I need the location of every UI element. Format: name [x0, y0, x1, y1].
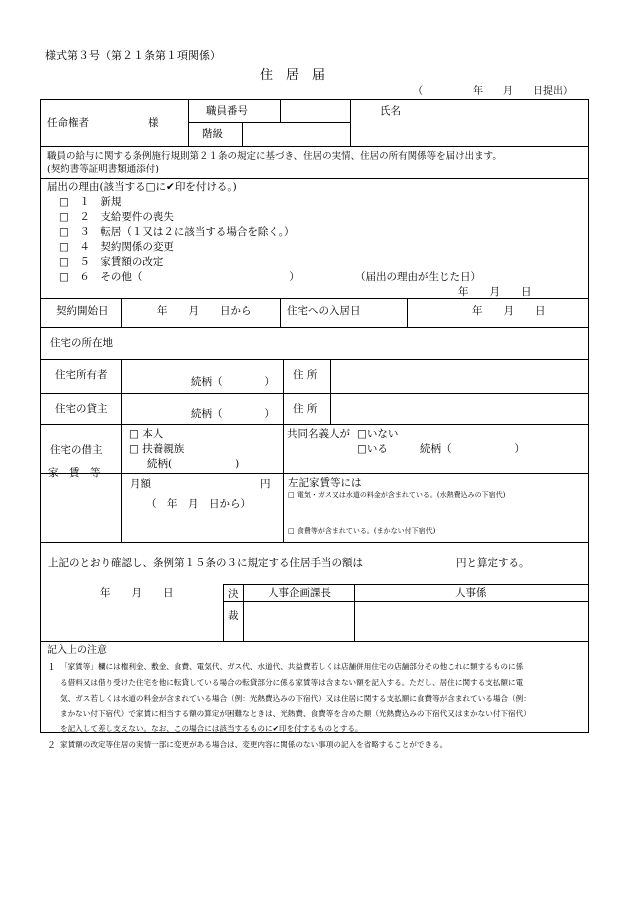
reason-occurred-label: （届出の理由が生じた日） — [355, 271, 481, 283]
notice-attachment: (契約書等証明書類通添付) — [47, 164, 159, 175]
rent-date-from[interactable]: （ 年 月 日から） — [146, 498, 251, 510]
owner-relation[interactable]: 続柄（ ） — [191, 376, 275, 388]
divider — [283, 359, 284, 542]
note-number: ２ — [47, 741, 57, 751]
divider — [223, 584, 589, 585]
divider — [40, 298, 589, 299]
reason-occurred-date[interactable]: 年 月 日 — [458, 286, 532, 298]
grade-label: 階級 — [202, 128, 223, 140]
note-line: 家賃額の改定等住居の実情一部に変更がある場合は、変更内容に関係のない事項の記入を省略することができる。 — [60, 740, 448, 749]
borrower-dependent-checkbox[interactable]: □ 扶養親族 — [129, 443, 185, 455]
lender-address-label: 住 所 — [293, 403, 318, 415]
co-owner-relation[interactable]: 続柄（ ） — [420, 443, 525, 455]
divider — [121, 298, 122, 327]
rent-included-header: 左記家賃等には — [288, 477, 362, 489]
confirm-text-suffix: 円と算定する。 — [456, 557, 530, 569]
personnel-section-stamp[interactable] — [355, 602, 588, 640]
move-in-value[interactable]: 年 月 日 — [472, 305, 546, 317]
co-owner-none-checkbox[interactable]: □いない — [357, 428, 399, 440]
utilities-checkbox[interactable]: □ 電気・ガス又は水道の料金が含まれている。(水熱費込みの下宿代) — [288, 491, 506, 499]
note-line: まかない付下宿代）で家賃に相当する額の算定が困難なときは、光熱費、食費等を含めた額（光熱費込みの下宿代又はまかない付下宿代） — [60, 709, 531, 718]
move-in-label: 住宅への入居日 — [287, 305, 361, 317]
note-line: 「家賃等」欄には権利金、敷金、食費、電気代、ガス代、水道代、共益費若しくは店舗併用住宅の店舗部分その他これに類するものに係 — [60, 662, 524, 671]
lender-relation[interactable]: 続柄（ ） — [191, 408, 275, 420]
lender-label: 住宅の貸主 — [55, 403, 108, 415]
owner-address-field[interactable] — [331, 360, 588, 392]
borrower-relation[interactable]: 続柄( ) — [147, 458, 240, 470]
co-owner-label: 共同名義人が — [287, 428, 350, 440]
name-label: 氏名 — [380, 105, 401, 117]
staff-number-field[interactable] — [281, 100, 349, 121]
decision-label: 裁 — [228, 610, 239, 622]
note-line: を記入して差し支えない。なお、この場合には該当するものに✔印を付するものとする。 — [60, 724, 363, 733]
divider — [40, 641, 589, 642]
divider — [40, 542, 589, 543]
confirm-date[interactable]: 年 月 日 — [100, 587, 174, 599]
owner-address-label: 住 所 — [293, 369, 318, 381]
note-line: 気、ガス若しくは水道の料金が含まれている場合（例：光熱費込みの下宿代）又は住居に関する支払額に食費等が含まれている場合（例： — [60, 694, 531, 703]
owner-label: 住宅所有者 — [55, 369, 108, 381]
divider — [188, 99, 189, 146]
notice-text: 職員の給与に関する条例施行規則第２１条の規定に基づき、住居の実情、住居の所有関係等を届け出ます。 — [47, 151, 502, 162]
rent-label: 家 賃 等 — [48, 467, 101, 479]
grade-field[interactable] — [243, 123, 349, 145]
allowance-amount-field[interactable] — [382, 554, 452, 570]
appointer-label: 任命権者 — [47, 117, 89, 129]
divider — [280, 298, 281, 327]
reason-option[interactable]: □ ４ 契約関係の変更 — [59, 241, 174, 253]
note-number: １ — [47, 663, 57, 673]
divider — [40, 424, 589, 425]
reason-header: 届出の理由(該当する□に✔印を付ける。) — [47, 181, 237, 193]
page-title: 住 居 届 — [260, 68, 326, 83]
contract-start-value[interactable]: 年 月 日から — [157, 305, 252, 317]
personnel-section-header: 人事係 — [455, 587, 487, 599]
confirm-text: 上記のとおり確認し、条例第１５条の３に規定する住居手当の額は — [48, 557, 363, 569]
borrower-label: 住宅の借主 — [50, 444, 103, 456]
notes-header: 記入上の注意 — [47, 645, 107, 656]
rent-monthly-label: 月額 — [130, 478, 151, 490]
lender-address-field[interactable] — [331, 394, 588, 423]
divider — [40, 178, 589, 179]
divider — [121, 359, 122, 542]
submit-date[interactable]: （ 年 月 日提出） — [413, 86, 573, 97]
note-line: る借料又は借り受けた住宅を他に転貸している場合の転貸部分に係る家賃等は含まない額を記入する。ただし、居住に関する支払額に電 — [60, 678, 524, 687]
co-owner-exists-checkbox[interactable]: □いる — [357, 443, 388, 455]
meals-checkbox[interactable]: □ 食費等が含まれている。(まかない付下宿代) — [288, 527, 436, 535]
divider — [223, 584, 224, 641]
location-field[interactable] — [122, 328, 588, 358]
reason-option[interactable]: □ ３ 転居（１又は２に該当する場合を除く。） — [59, 226, 295, 238]
staff-number-label: 職員番号 — [206, 105, 248, 117]
reason-option[interactable]: □ ５ 家賃額の改定 — [59, 256, 164, 268]
divider — [407, 298, 408, 327]
divider — [40, 146, 589, 147]
appointer-honorific: 様 — [148, 117, 159, 129]
rent-yen: 円 — [260, 478, 271, 490]
planning-chief-header: 人事企画課長 — [268, 587, 331, 599]
borrower-self-checkbox[interactable]: □ 本人 — [129, 428, 164, 440]
decision-label: 決 — [228, 588, 239, 600]
reason-option[interactable]: □ ２ 支給要件の喪失 — [59, 211, 174, 223]
divider — [40, 473, 589, 474]
rent-amount-field[interactable] — [155, 475, 255, 491]
location-label: 住宅の所在地 — [50, 337, 113, 349]
form-number: 様式第３号（第２１条第１項関係） — [45, 49, 221, 62]
reason-option[interactable]: □ １ 新規 — [59, 196, 122, 208]
planning-chief-stamp[interactable] — [244, 602, 353, 640]
contract-start-label: 契約開始日 — [56, 305, 109, 317]
name-field[interactable] — [351, 100, 588, 145]
reason-option[interactable]: □ ６ その他（ ） — [59, 271, 300, 283]
